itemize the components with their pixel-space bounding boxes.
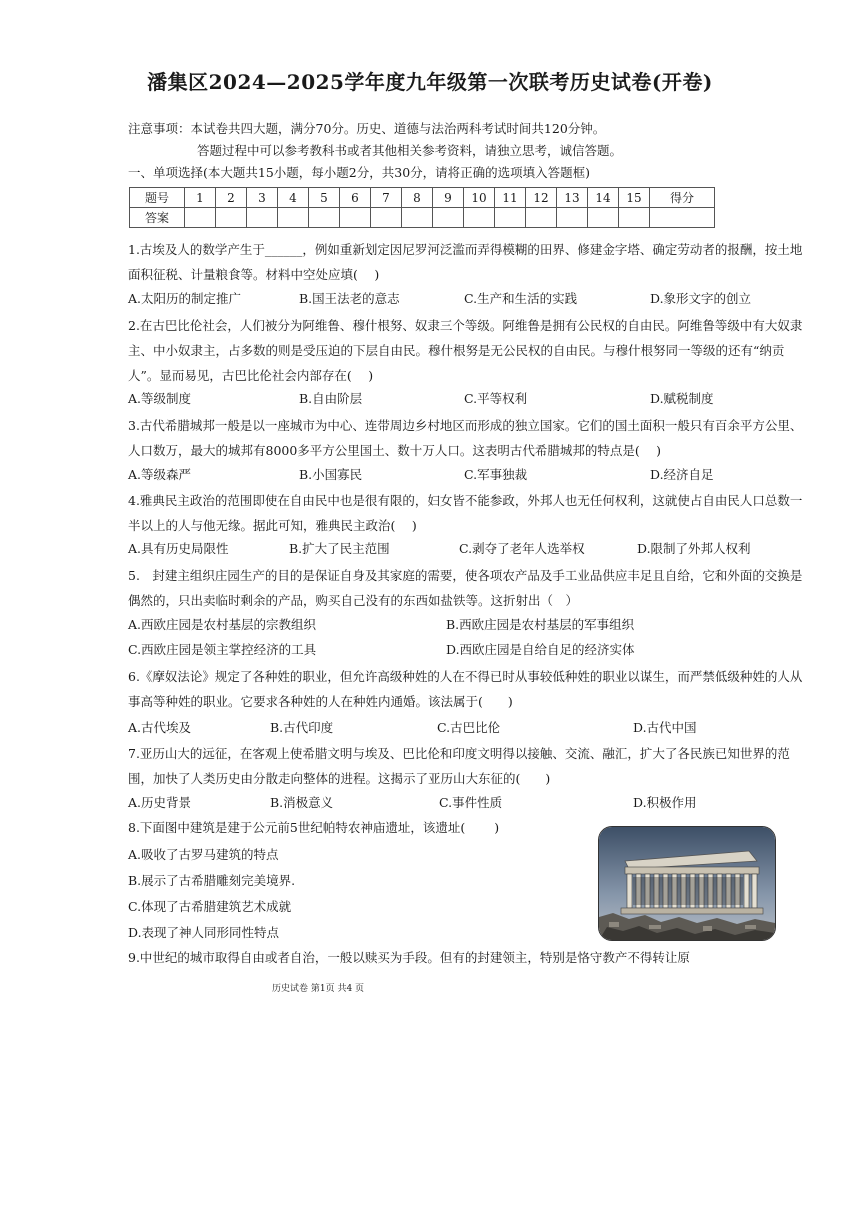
question-2-option-b: B.自由阶层 (299, 391, 363, 406)
question-8-option-a: A.吸收了古罗马建筑的特点 (128, 847, 279, 862)
question-6-options (128, 719, 788, 737)
question-1-option-a: A.太阳历的制定推广 (128, 291, 242, 306)
question-8-option-d: D.表现了神人同形同性特点 (128, 925, 280, 940)
question-8-stem: 8.下面图中建筑是建于公元前5世纪帕特农神庙遗址，该遗址( ) (128, 820, 500, 835)
question-number: 2 (216, 188, 247, 208)
question-4-option-c: C.剥夺了老年人选举权 (459, 541, 585, 556)
answer-cell[interactable] (309, 208, 340, 228)
answer-cell[interactable] (464, 208, 495, 228)
question-3-option-c: C.军事独裁 (464, 467, 528, 482)
question-6-stem: 6.《摩奴法论》规定了各种姓的职业，但允许高级种姓的人在不得已时从事较低种姓的职业以谋生，而严禁低级种姓的人从事高等种姓的职业。它要求各种姓的人在种姓内通婚。该法属于( ) (128, 669, 803, 709)
question-7-option-a: A.历史背景 (128, 795, 192, 810)
question-8-options (128, 846, 548, 946)
question-number: 13 (557, 188, 588, 208)
question-5-stem: 5. 封建主组织庄园生产的目的是保证自身及其家庭的需要，使各项农产品及手工业品供应丰足且自给，它和外面的交换是偶然的，只出卖临时剩余的产品，购买自己没有的东西如盐铁等。这折射出（ ） (128, 568, 803, 608)
answer-cell[interactable] (588, 208, 619, 228)
question-4-options (128, 540, 788, 558)
question-3-option-a: A.等级森严 (128, 467, 192, 482)
notice-line-1: 注意事项：本试卷共四大题，满分70分。历史、道德与法治两科考试时间共120分钟。 (128, 121, 606, 136)
question-number: 5 (309, 188, 340, 208)
question-3-option-d: D.经济自足 (650, 467, 714, 482)
question-3-stem: 3.古代希腊城邦一般是以一座城市为中心、连带周边乡村地区而形成的独立国家。它们的国土面积一般只有百余平方公里、人口数万，最大的城邦有8000多平方公里国土、数十万人口。这表明古代希腊城邦的特点是( ) (128, 418, 803, 458)
question-5-option-c: C.西欧庄园是领主掌控经济的工具 (128, 642, 317, 657)
question-7-option-b: B.消极意义 (270, 795, 334, 810)
answer-cell[interactable] (278, 208, 309, 228)
question-number: 6 (340, 188, 371, 208)
question-6-option-b: B.古代印度 (270, 720, 334, 735)
question-2-option-c: C.平等权利 (464, 391, 528, 406)
question-7-stem: 7.亚历山大的远征，在客观上使希腊文明与埃及、巴比伦和印度文明得以接触、交流、融汇，扩大了各民族已知世界的范围，加快了人类历史由分散走向整体的进程。这揭示了亚历山大东征的( ) (128, 746, 790, 786)
question-7-option-d: D.积极作用 (633, 795, 697, 810)
question-1-option-d: D.象形文字的创立 (650, 291, 752, 306)
answer-cell[interactable] (433, 208, 464, 228)
question-number: 14 (588, 188, 619, 208)
exam-title: 潘集区2024—2025学年度九年级第一次联考历史试卷(开卷) (147, 70, 713, 94)
page-footer: 历史试卷 第1页 共4 页 (272, 984, 365, 994)
answer-cell[interactable] (526, 208, 557, 228)
notice-line-2: 答题过程中可以参考教科书或者其他相关参考资料，请独立思考，诚信答题。 (197, 143, 623, 158)
question-number: 7 (371, 188, 402, 208)
answer-table (129, 187, 715, 228)
question-number: 8 (402, 188, 433, 208)
question-4-stem: 4.雅典民主政治的范围即使在自由民中也是很有限的，妇女皆不能参政，外邦人也无任何权利，这就使占自由民人口总数一半以上的人与他无缘。据此可知，雅典民主政治( ) (128, 493, 803, 533)
question-6-option-c: C.古巴比伦 (437, 720, 501, 735)
question-7-option-c: C.事件性质 (439, 795, 503, 810)
question-1-stem: 1.古埃及人的数学产生于______，例如重新划定因尼罗河泛滥而弄得模糊的田界、修建金字塔、确定劳动者的报酬，按土地面积征税、计量粮食等。材料中空处应填( ) (128, 242, 803, 282)
section-heading: 一、单项选择(本大题共15小题，每小题2分，共30分，请将正确的选项填入答题框) (128, 165, 591, 180)
question-number: 11 (495, 188, 526, 208)
question-3-options (128, 466, 788, 484)
question-5-option-a: A.西欧庄园是农村基层的宗教组织 (128, 617, 317, 632)
answer-table-number-row (130, 188, 715, 208)
question-9-stem: 9.中世纪的城市取得自由或者自治，一般以赎买为手段。但有的封建领主，特别是恪守教产不得转让原 (128, 950, 690, 965)
answer-cell[interactable] (495, 208, 526, 228)
answer-cell[interactable] (340, 208, 371, 228)
question-1-option-c: C.生产和生活的实践 (464, 291, 578, 306)
question-5-options (128, 616, 788, 660)
question-5-option-b: B.西欧庄园是农村基层的军事组织 (446, 617, 635, 632)
question-2-option-a: A.等级制度 (128, 391, 192, 406)
answer-table-answer-row (130, 208, 715, 228)
answer-cell[interactable] (557, 208, 588, 228)
question-number: 10 (464, 188, 495, 208)
question-6-option-d: D.古代中国 (633, 720, 697, 735)
question-7-options (128, 794, 788, 812)
answer-cell[interactable] (619, 208, 650, 228)
score-label: 得分 (650, 188, 715, 208)
answer-cell[interactable] (185, 208, 216, 228)
question-number: 15 (619, 188, 650, 208)
question-3-option-b: B.小国寡民 (299, 467, 363, 482)
question-4-option-a: A.具有历史局限性 (128, 541, 229, 556)
score-cell[interactable] (650, 208, 715, 228)
question-4-option-b: B.扩大了民主范围 (289, 541, 390, 556)
question-8-option-b: B.展示了古希腊雕刻完美境界. (128, 873, 296, 888)
question-number: 1 (185, 188, 216, 208)
question-8-option-c: C.体现了古希腊建筑艺术成就 (128, 899, 292, 914)
question-4-option-d: D.限制了外邦人权利 (637, 541, 751, 556)
answer-cell[interactable] (247, 208, 278, 228)
question-number: 4 (278, 188, 309, 208)
question-number: 12 (526, 188, 557, 208)
answer-cell[interactable] (216, 208, 247, 228)
question-number: 3 (247, 188, 278, 208)
answer-cell[interactable] (371, 208, 402, 228)
question-6-option-a: A.古代埃及 (128, 720, 192, 735)
question-1-option-b: B.国王法老的意志 (299, 291, 400, 306)
question-5-option-d: D.西欧庄园是自给自足的经济实体 (446, 642, 635, 657)
parthenon-photo (598, 826, 776, 941)
question-2-option-d: D.赋税制度 (650, 391, 714, 406)
question-2-options (128, 390, 788, 408)
answer-cell[interactable] (402, 208, 433, 228)
question-1-options (128, 290, 788, 308)
question-2-stem: 2.在古巴比伦社会，人们被分为阿维鲁、穆什根努、奴隶三个等级。阿维鲁是拥有公民权的自由民。阿维鲁等级中有大奴隶主、中小奴隶主，占多数的则是受压迫的下层自由民。穆什根努是无公民权的自由民。与穆什根努同一等级的还有“纳贡人”。显而易见，古巴比伦社会内部存在( ) (128, 318, 803, 383)
answer-label: 答案 (130, 208, 185, 228)
question-number: 9 (433, 188, 464, 208)
question-number-label: 题号 (130, 188, 185, 208)
